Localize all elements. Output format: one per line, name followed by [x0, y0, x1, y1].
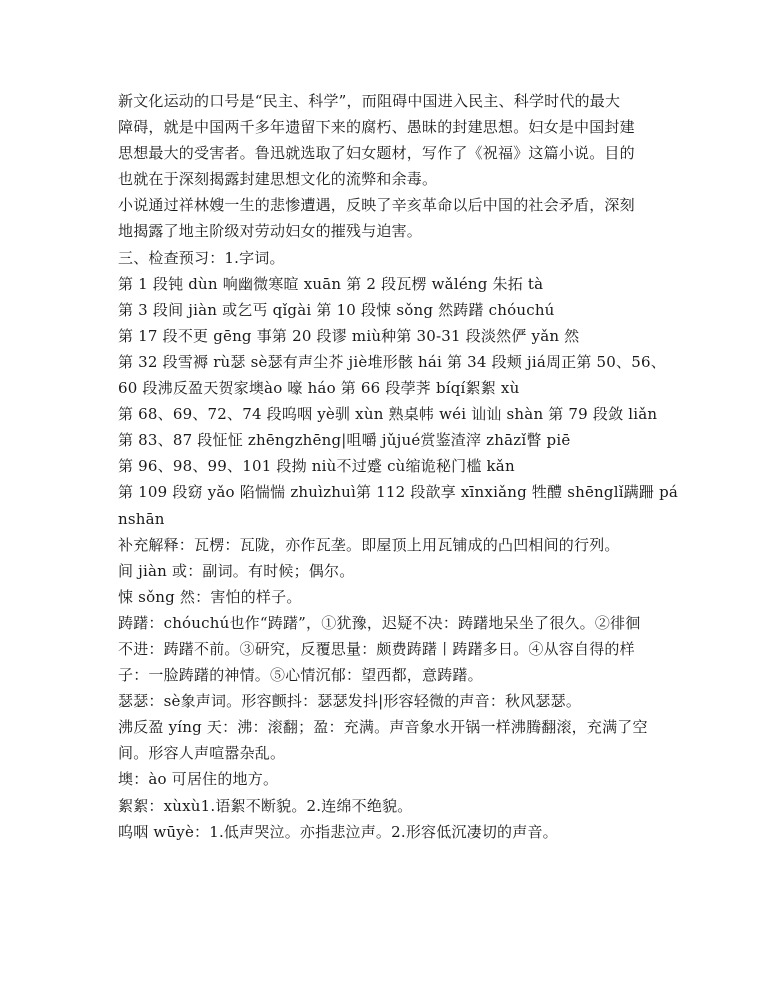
explanation-line: 悚 sǒng 然：害怕的样子。: [118, 587, 302, 606]
explanation-line: 不进：踌躇不前。③研究，反覆思量：颇费踌躇丨踌躇多日。④从容自得的样: [118, 639, 635, 658]
vocab-line: 60 段沸反盈天贺家墺ào 嚎 háo 第 66 段荸荠 bíqí絮絮 xù: [118, 379, 520, 398]
vocab-line: 第 68、69、72、74 段呜咽 yè驯 xùn 熟桌帏 wéi 讪讪 shàn 第 79 段敛 liǎn: [118, 405, 658, 424]
vocab-line: 第 109 段窈 yǎo 陷惴惴 zhuìzhuì第 112 段歆享 xīnxiǎng 牲醴 shēnglǐ蹒跚 pá: [118, 483, 679, 502]
vocab-line: 第 17 段不更 gēng 事第 20 段谬 miù种第 30-31 段淡然俨 yǎn 然: [118, 326, 580, 345]
vocab-line: 第 3 段间 jiàn 或乞丐 qǐgài 第 10 段悚 sǒng 然踌躇 chóuchú: [118, 300, 555, 319]
text-line: 地揭露了地主阶级对劳动妇女的摧残与迫害。: [118, 222, 423, 241]
document-body: [118, 88, 679, 845]
explanation-line: 间 jiàn 或：副词。有时候；偶尔。: [118, 561, 355, 580]
vocab-line: nshān: [118, 509, 165, 528]
explanation-line: 沸反盈 yíng 天：沸：滚翻；盈：充满。声音象水开锅一样沸腾翻滚，充满了空: [118, 718, 648, 737]
explanation-line: 间。形容人声喧嚣杂乱。: [118, 744, 286, 763]
vocab-line: 第 32 段雪褥 rù瑟 sè瑟有声尘芥 jiè堆形骸 hái 第 34 段颊 jiá周正第 50、56、: [118, 352, 666, 371]
explanation-line: 踌躇：chóuchú也作“踌躇”，①犹豫，迟疑不决：踌躇地呆坐了很久。②徘徊: [118, 613, 641, 632]
text-line: 新文化运动的口号是“民主、科学”，而阻碍中国进入民主、科学时代的最大: [118, 92, 621, 110]
explanation-line: 墺：ào 可居住的地方。: [118, 770, 279, 789]
explanation-line: 絮絮：xùxù1.语絮不断貌。2.连绵不绝貌。: [118, 796, 413, 815]
text-line: 也就在于深刻揭露封建思想文化的流弊和余毒。: [118, 170, 438, 189]
vocab-line: 第 96、98、99、101 段拗 niù不过蹙 cù缩诡秘门槛 kǎn: [118, 457, 515, 476]
explanation-line: 子：一脸踌躇的神情。⑤心情沉郁：望西都，意踌躇。: [118, 666, 483, 685]
explanation-line: 补充解释：瓦楞：瓦陇，亦作瓦垄。即屋顶上用瓦铺成的凸凹相间的行列。: [118, 535, 620, 554]
vocab-line: 第 1 段钝 dùn 响幽微寒暄 xuān 第 2 段瓦楞 wǎléng 朱拓 tà: [118, 274, 544, 293]
text-line: 障碍，就是中国两千多年遗留下来的腐朽、愚昧的封建思想。妇女是中国封建: [118, 118, 635, 137]
text-line: 小说通过祥林嫂一生的悲惨遭遇，反映了辛亥革命以后中国的社会矛盾，深刻: [118, 196, 635, 215]
text-line: 思想最大的受害者。鲁迅就选取了妇女题材，写作了《祝福》这篇小说。目的: [118, 144, 635, 163]
section-heading: 三、检查预习：1.字词。: [118, 248, 285, 267]
explanation-line: 呜咽 wūyè：1.低声哭泣。亦指悲泣声。2.形容低沉凄切的声音。: [118, 822, 558, 841]
vocab-line: 第 83、87 段怔怔 zhēngzhēng|咀嚼 jǔjué赏鉴渣滓 zhāzǐ瞥 piē: [118, 431, 571, 450]
explanation-line: 瑟瑟：sè象声词。形容颤抖：瑟瑟发抖|形容轻微的声音：秋风瑟瑟。: [118, 692, 582, 711]
